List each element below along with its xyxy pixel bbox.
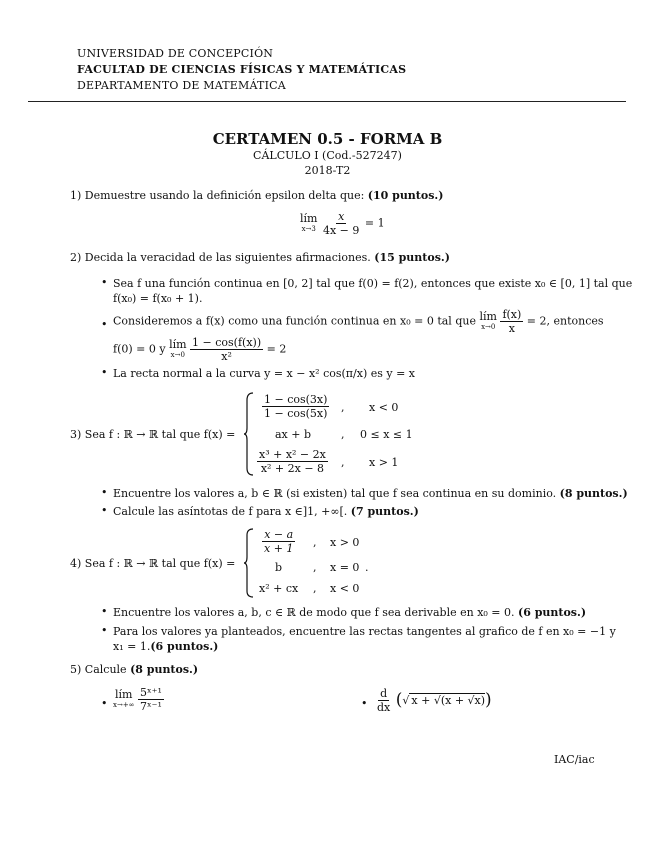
q3-b2-points: (7 puntos.)	[350, 505, 419, 518]
q4-bullet-1	[113, 605, 586, 620]
bullet-icon: •	[101, 318, 108, 331]
faculty-name: FACULTAD DE CIENCIAS FÍSICAS Y MATEMÁTICAS	[77, 63, 407, 76]
q5-a-lim-sub: x→+∞	[113, 700, 135, 709]
q4-c1-comma: ,	[313, 536, 317, 549]
question-2	[70, 250, 450, 265]
question-5	[70, 662, 198, 677]
q4-c1-denominator: x + 1	[264, 542, 294, 555]
header-divider	[28, 101, 626, 102]
q3-c1-condition: x < 0	[369, 401, 399, 414]
q3-case-2: ax + b	[275, 428, 312, 441]
q4-b2-points: (6 puntos.)	[150, 640, 219, 653]
q1-lim: lím	[300, 211, 318, 225]
q1-formula	[300, 210, 385, 237]
department-name: DEPARTAMENTO DE MATEMÁTICA	[77, 79, 286, 92]
q3-b1-text: Encuentre los valores a, b ∈ ℝ (si existen) tal que f sea continua en su dominio.	[113, 487, 560, 500]
q2-b2-lim-sub: x→0	[481, 322, 496, 331]
q2-text: Decida la veracidad de las siguientes afirmaciones.	[84, 251, 375, 264]
q5-b-denominator: dx	[377, 701, 391, 714]
q2-bullet-2-line2	[113, 336, 286, 363]
q4-case-2: b	[275, 561, 283, 574]
footer-initials: IAC/iac	[554, 753, 595, 766]
q2-bullet-2-line1	[113, 308, 604, 335]
q3-case-1	[262, 393, 329, 420]
q4-b1-points: (6 puntos.)	[518, 606, 587, 619]
q2-b2-denominator2: x²	[221, 350, 232, 363]
q3-c1-comma: ,	[341, 401, 345, 414]
q1-points: (10 puntos.)	[367, 189, 444, 202]
q3-brace-icon	[243, 392, 255, 476]
bullet-icon: •	[101, 504, 108, 517]
q3-b2-text: Calcule las asíntotas de f para x ∈]1, +∞[.	[113, 505, 351, 518]
q3-c2-condition: 0 ≤ x ≤ 1	[360, 428, 413, 441]
q2-points: (15 puntos.)	[374, 251, 450, 264]
q5-item-b: $\frac{d}{dx}$ (√ x + √(x + √x))	[377, 687, 492, 714]
q3-c3-comma: ,	[341, 456, 345, 469]
q2-b2-lim2-sub: x→0	[170, 350, 185, 359]
q3-bullet-2	[113, 504, 419, 519]
q4-case-3: x² + cx	[259, 582, 299, 595]
question-1	[70, 188, 443, 203]
q2-b2-cond: f(0) = 0 y	[113, 342, 166, 356]
q1-denominator: 4x − 9	[322, 224, 360, 237]
bullet-icon: •	[101, 624, 108, 637]
exam-title: CERTAMEN 0.5 - FORMA B	[212, 130, 443, 148]
q5-a-numerator: 5ˣ⁺¹	[140, 686, 162, 699]
q4-b2-line2: x₁ = 1.	[113, 640, 151, 653]
q2-b2-numerator2: 1 − cos(f(x))	[192, 336, 262, 349]
q3-number: 3)	[70, 428, 82, 441]
q2-b2-result: = 2	[266, 342, 287, 356]
q2-number: 2)	[70, 251, 82, 264]
question-3	[70, 427, 235, 442]
q5-b-numerator: d	[380, 687, 388, 700]
bullet-icon: •	[101, 276, 108, 289]
header-block	[77, 46, 406, 94]
q2-b2-text: Consideremos a f(x) como una función continua en x₀ = 0 tal que	[113, 314, 476, 328]
q2-b1-line2: f(x₀) = f(x₀ + 1).	[113, 292, 203, 305]
bullet-icon: •	[101, 605, 108, 618]
q4-c1-numerator: x − a	[264, 528, 294, 541]
q3-c3-denominator: x² + 2x − 8	[260, 462, 325, 475]
q1-text: Demuestre usando la definición epsilon delta que:	[84, 189, 368, 202]
q4-c3-condition: x < 0	[330, 582, 360, 595]
q1-numerator: x	[338, 210, 345, 223]
q3-c3-condition: x > 1	[369, 456, 399, 469]
q4-c1-condition: x > 0	[330, 536, 360, 549]
q3-case-3	[257, 448, 328, 475]
q2-b2-numerator: f(x)	[502, 308, 522, 321]
bullet-icon: •	[101, 486, 108, 499]
q2-bullet-3: La recta normal a la curva y = x − x² cos(π/x) es y = x	[113, 367, 416, 380]
q2-b2-denominator: x	[508, 322, 515, 335]
q5-number: 5)	[70, 663, 82, 676]
q5-a-denominator: 7ˣ⁻¹	[140, 700, 162, 713]
q3-c1-numerator: 1 − cos(3x)	[264, 393, 328, 406]
q1-lim-sub: x→3	[301, 224, 316, 233]
q4-period: .	[365, 561, 369, 574]
q4-brace-icon	[243, 528, 255, 598]
q2-b2-conclusion: = 2, entonces	[526, 314, 604, 328]
bullet-icon: •	[101, 366, 108, 379]
q4-c2-condition: x = 0	[330, 561, 360, 574]
exam-term: 2018-T2	[304, 164, 351, 177]
q5-a-lim: lím	[115, 687, 133, 701]
q3-bullet-1	[113, 486, 628, 501]
q5-text: Calcule	[84, 663, 131, 676]
q4-b2-line1: Para los valores ya planteados, encuentre las rectas tangentes al grafico de f en x₀ = −1 y	[113, 625, 616, 638]
q3-text: Sea f : ℝ → ℝ tal que f(x) =	[84, 428, 236, 441]
q2-b2-lim: lím	[479, 309, 497, 323]
q4-number: 4)	[70, 557, 82, 570]
question-4	[70, 556, 235, 571]
q1-number: 1)	[70, 189, 82, 202]
q5-item-a	[113, 686, 164, 713]
q3-c3-numerator: x³ + x² − 2x	[259, 448, 326, 461]
university-name: UNIVERSIDAD DE CONCEPCIÓN	[77, 47, 274, 60]
q3-b1-points: (8 puntos.)	[559, 487, 628, 500]
bullet-icon: •	[101, 697, 108, 710]
q3-c1-denominator: 1 − cos(5x)	[264, 407, 328, 420]
bullet-icon: •	[361, 697, 368, 710]
q2-b2-lim2: lím	[169, 337, 187, 351]
q2-b1-line1: Sea f una función continua en [0, 2] tal que f(0) = f(2), entonces que existe x₀ ∈ [0, 1] tal que	[113, 277, 633, 290]
q4-bullet-2	[113, 624, 616, 654]
q4-b1-text: Encuentre los valores a, b, c ∈ ℝ de modo que f sea derivable en x₀ = 0.	[113, 606, 519, 619]
q3-c2-comma: ,	[341, 428, 345, 441]
q4-c2-comma: ,	[313, 561, 317, 574]
q5-points: (8 puntos.)	[130, 663, 199, 676]
q1-result: = 1	[364, 216, 385, 230]
q4-case-1	[262, 528, 295, 555]
course-name: CÁLCULO I (Cod.-527247)	[253, 149, 402, 162]
q2-bullet-1	[113, 276, 632, 306]
q4-c3-comma: ,	[313, 582, 317, 595]
q5-b-radicand: x + √(x + √x)	[411, 694, 486, 707]
q4-text: Sea f : ℝ → ℝ tal que f(x) =	[84, 557, 236, 570]
